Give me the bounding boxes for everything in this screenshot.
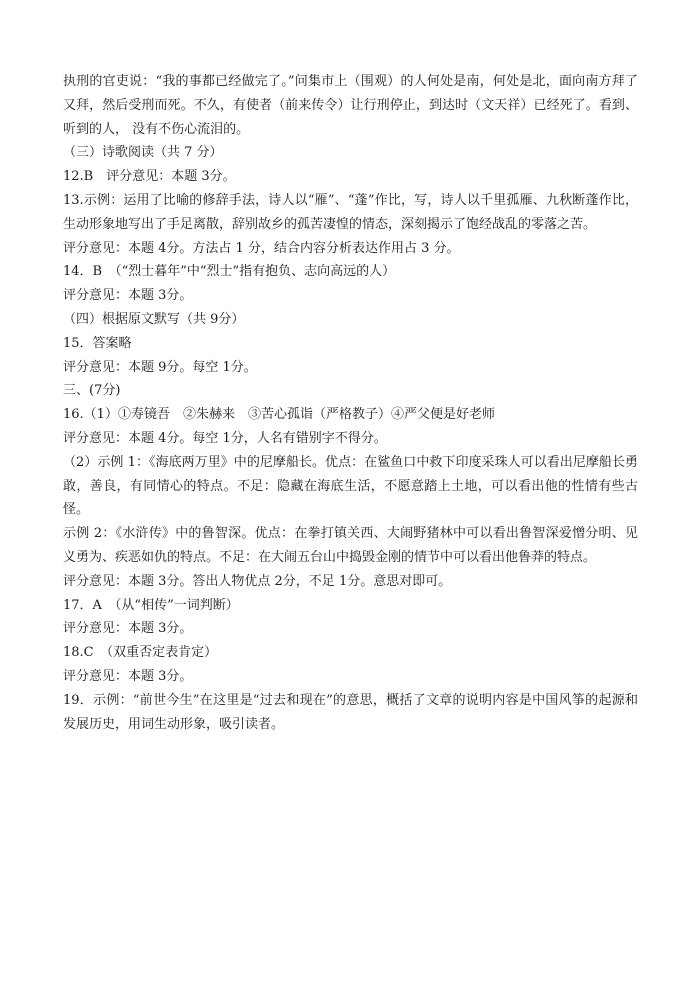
scoring-note-16-2: 评分意见：本题 3分。答出人物优点 2分，不足 1分。意思对即可。 (63, 573, 452, 589)
answer-14: 14．B （“烈士暮年”中“烈士”指有抱负、志向高远的人） (63, 264, 396, 280)
scoring-note-17: 评分意见：本题 3分。 (63, 621, 193, 637)
scoring-note-14: 评分意见：本题 3分。 (63, 288, 193, 304)
answer-17: 17．A （从“相传”一词判断） (63, 597, 239, 613)
answer-key-text (63, 70, 638, 736)
answer-18: 18.C （双重否定表肯定） (63, 645, 218, 661)
scoring-note-16-1: 评分意见：本题 4分。每空 1分，人名有错别字不得分。 (63, 430, 387, 446)
answer-15: 15．答案略 (63, 335, 132, 351)
answer-19: 19．示例：“前世今生”在这里是“过去和现在”的意思，概括了文章的说明内容是中国风筝的起源和发展历史，用词生动形象，吸引读者。 (63, 692, 638, 732)
answer-13: 13.示例：运用了比喻的修辞手法，诗人以“雁”、“蓬”作比，写，诗人以千里孤雁、九秋断蓬作比，生动形象地写出了手足离散，辞别故乡的孤苦凄惶的情态，深刻揭示了饱经战乱的零落之苦。 (63, 192, 638, 232)
translation-paragraph: 执刑的官吏说：“我的事都已经做完了。”问集市上（围观）的人何处是南，何处是北，面向南方拜了又拜，然后受刑而死。不久，有使者（前来传令）让行刑停止，到达时（文天祥）已经死了。看到、听到的人， 没有不伤心流泪的。 (63, 74, 638, 137)
answer-16-2-example-1: （2）示例 1：《海底两万里》中的尼摩船长。优点：在鲨鱼口中救下印度采珠人可以看出尼摩船长勇敢，善良，有同情心的特点。不足：隐藏在海底生活，不愿意踏上土地，可以看出他的性情有些古怪。 (63, 454, 638, 518)
section-heading-poetry: （三）诗歌阅读（共 7 分） (63, 145, 223, 161)
scoring-note-18: 评分意见：本题 3分。 (63, 668, 193, 684)
section-heading-recitation: （四）根据原文默写（共 9分） (63, 311, 245, 327)
scoring-note-15: 评分意见：本题 9分。每空 1分。 (63, 359, 257, 375)
answer-16-1: 16.（1）①寿镜吾 ②朱赫来 ③苦心孤诣（严格教子）④严父便是好老师 (63, 407, 495, 423)
section-heading-three: 三、(7分) (63, 383, 121, 399)
answer-16-2-example-2: 示例 2：《水浒传》中的鲁智深。优点：在拳打镇关西、大闹野猪林中可以看出鲁智深爱憎分明、见义勇为、疾恶如仇的特点。不足：在大闹五台山中捣毁金刚的情节中可以看出他鲁莽的特点。 (63, 526, 638, 565)
answer-12: 12.B 评分意见：本题 3分。 (63, 169, 236, 185)
scoring-note-13: 评分意见：本题 4分。方法占 1 分，结合内容分析表达作用占 3 分。 (63, 240, 460, 256)
